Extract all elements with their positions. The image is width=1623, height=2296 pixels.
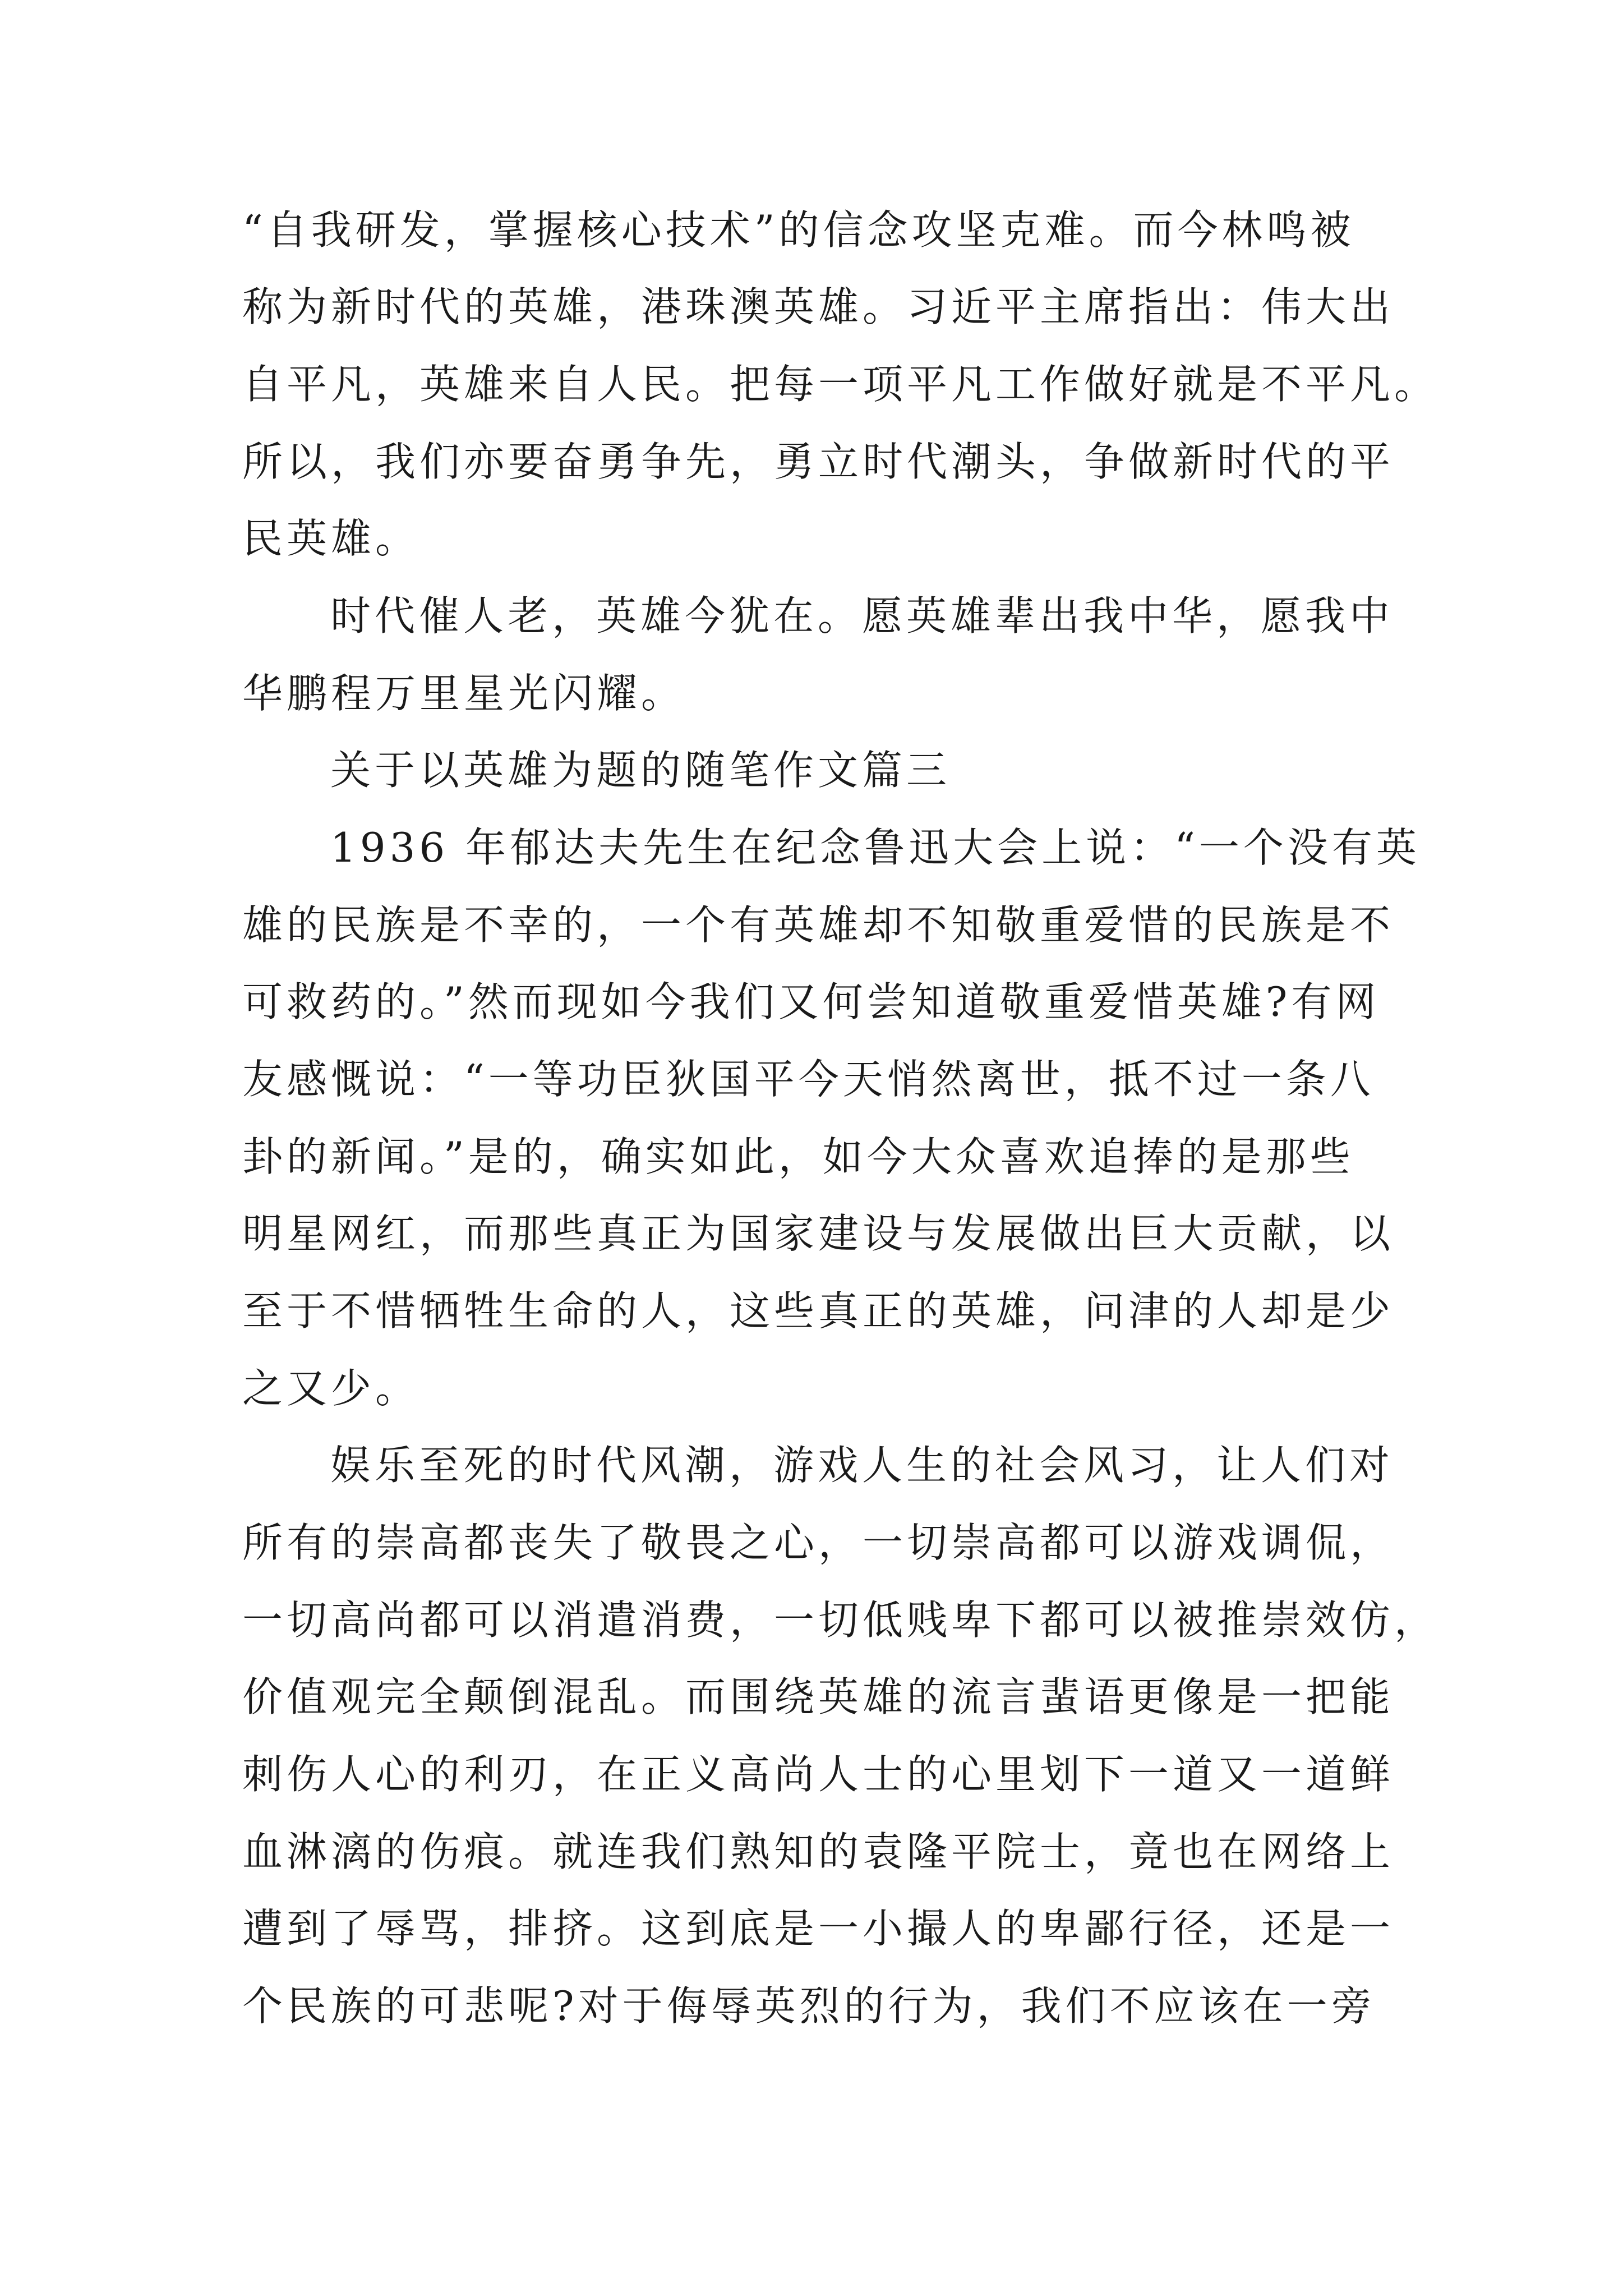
text-line: 友感慨说：“一等功臣狄国平今天悄然离世，抵不过一条八 — [242, 1056, 1375, 1103]
text-line: 可救药的。”然而现如今我们又何尝知道敬重爱惜英雄?有网 — [242, 978, 1380, 1025]
text-line: 明星网红，而那些真正为国家建设与发展做出巨大贡献，以 — [242, 1210, 1395, 1257]
text-line: 个民族的可悲呢?对于侮辱英烈的行为，我们不应该在一旁 — [242, 1982, 1376, 2030]
text-line: “自我研发，掌握核心技术”的信念攻坚克难。而今林鸣被 — [242, 206, 1355, 254]
text-line: 称为新时代的英雄，港珠澳英雄。习近平主席指出：伟大出 — [242, 283, 1395, 330]
text-line: 所以，我们亦要奋勇争先，勇立时代潮头，争做新时代的平 — [242, 438, 1395, 485]
text-line: 所有的崇高都丧失了敬畏之心，一切崇高都可以游戏调侃， — [242, 1519, 1395, 1566]
paragraph-first-line: 时代催人老，英雄今犹在。愿英雄辈出我中华，愿我中 — [330, 592, 1394, 639]
text-line: 自平凡，英雄来自人民。把每一项平凡工作做好就是不平凡。 — [242, 361, 1439, 408]
text-line: 价值观完全颠倒混乱。而围绕英雄的流言蜚语更像是一把能 — [242, 1673, 1395, 1720]
text-line: 刺伤人心的利刃，在正义高尚人士的心里划下一道又一道鲜 — [242, 1751, 1395, 1798]
text-line: 血淋漓的伤痕。就连我们熟知的袁隆平院士，竟也在网络上 — [242, 1828, 1395, 1875]
text-line: 遭到了辱骂，排挤。这到底是一小撮人的卑鄙行径，还是一 — [242, 1905, 1395, 1952]
text-line: 华鹏程万里星光闪耀。 — [242, 670, 686, 717]
text-line: 卦的新闻。”是的，确实如此，如今大众喜欢追捧的是那些 — [242, 1133, 1354, 1180]
text-line: 一切高尚都可以消遣消费，一切低贱卑下都可以被推崇效仿， — [242, 1596, 1439, 1644]
paragraph-first-line: 娱乐至死的时代风潮，游戏人生的社会风习，让人们对 — [330, 1442, 1394, 1489]
text-line: 之又少。 — [242, 1365, 420, 1412]
text-line: 雄的民族是不幸的，一个有英雄却不知敬重爱惜的民族是不 — [242, 901, 1395, 949]
paragraph-first-line: 1936 年郁达夫先生在纪念鲁迅大会上说：“一个没有英 — [330, 824, 1421, 871]
text-line: 至于不惜牺牲生命的人，这些真正的英雄，问津的人却是少 — [242, 1287, 1395, 1335]
text-line: 民英雄。 — [242, 515, 420, 562]
section-heading: 关于以英雄为题的随笔作文篇三 — [330, 747, 951, 794]
